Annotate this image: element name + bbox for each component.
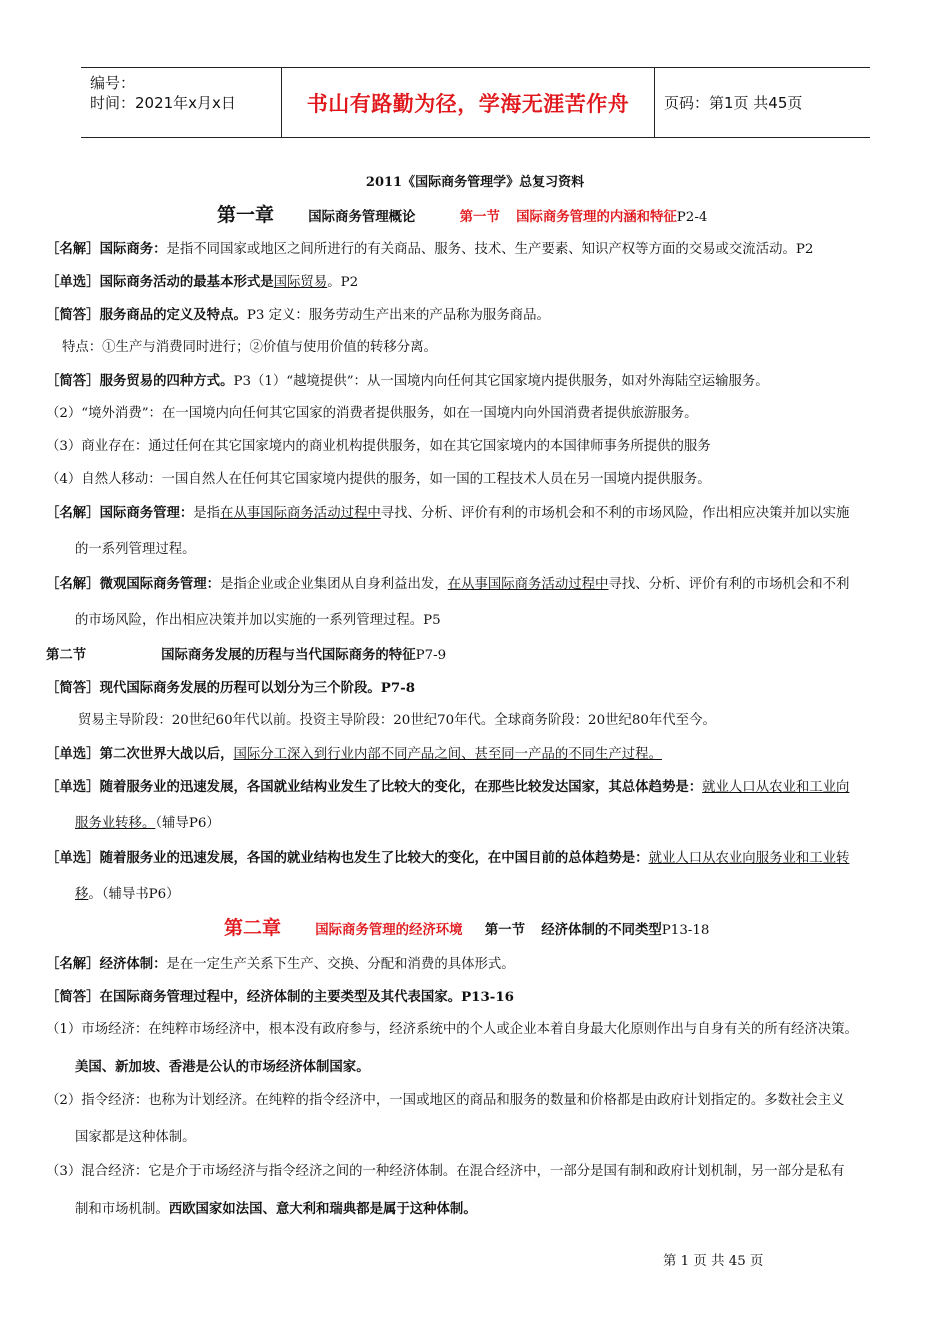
entry-line: （2）指令经济：也称为计划经济。在纯粹的指令经济中，一国或地区的商品和服务的数量和价格都是由政府计划指定的。多数社会主义 <box>46 1093 845 1108</box>
question: 在国际商务管理过程中，经济体制的主要类型及其代表国家。P13-16 <box>99 989 515 1005</box>
entry-line: 特点：①生产与消费同时进行；②价值与使用价值的转移分离。 <box>62 340 437 355</box>
header-info-cell <box>81 68 282 137</box>
entry-line: 国家都是这种体制。 <box>75 1130 196 1145</box>
entry-line: 贸易主导阶段：20世纪60年代以前。投资主导阶段：20世纪70年代。全球商务阶段：20世纪80年代至今。 <box>78 713 716 728</box>
section-2-name: 国际商务发展的历程与当代国际商务的特征 <box>161 647 416 663</box>
text: 制和市场机制。 <box>75 1202 169 1217</box>
entry-line: （2）“境外消费”：在一国境内向任何其它国家的消费者提供服务，如在一国境内向外国消费者提供旅游服务。 <box>46 406 698 421</box>
tag: ［单选］ <box>46 779 100 795</box>
tag: ［名解］ <box>46 241 100 257</box>
entry-line <box>75 886 180 904</box>
answer: 就业人口从农业和工业向 <box>702 780 850 795</box>
text: P3 定义：服务劳动生产出来的产品称为服务商品。 <box>246 308 550 323</box>
entry-line: （3）商业存在：通过任何在其它国家境内的商业机构提供服务，如在其它国家境内的本国律师事务所提供的服务 <box>46 439 711 454</box>
text: P3（1）“越境提供”：从一国境内向任何其它国家境内提供服务，如对外海陆空运输服务。 <box>233 374 769 389</box>
chapter-2-heading <box>224 917 709 942</box>
entry-line: （1）市场经济：在纯粹市场经济中，根本没有政府参与，经济系统中的个人或企业本着自身最大化原则作出与自身有关的所有经济决策。 <box>46 1022 858 1037</box>
question: 服务贸易的四种方式。 <box>99 373 234 389</box>
answer: 服务业转移。 <box>75 816 156 831</box>
answer: 就业人口从农业向服务业和工业转 <box>648 851 850 866</box>
text: 。P2 <box>327 275 359 290</box>
tag: ［简答］ <box>46 373 100 389</box>
time-label: 时间：2021年x月x日 <box>90 94 236 112</box>
section-1-name: 国际商务管理的内涵和特征 <box>516 209 677 225</box>
chapter-1-name: 国际商务管理概论 <box>308 209 416 225</box>
section-1-pages: P2-4 <box>676 210 708 225</box>
tag: ［简答］ <box>46 307 100 323</box>
chapter-1-label: 第一章 <box>217 204 275 226</box>
underlined-text: 在从事国际商务活动过程中 <box>220 506 381 521</box>
question: 服务商品的定义及特点。 <box>99 307 247 323</box>
tag: ［简答］ <box>46 680 100 696</box>
answer: 国际贸易 <box>273 275 328 290</box>
text: 。（辅导书P6） <box>88 887 180 902</box>
text: 寻找、分析、评价有利的市场机会和不利的市场风险，作出相应决策并加以实施 <box>380 506 850 521</box>
chapter-2-label: 第二章 <box>224 917 282 939</box>
entry-line: 的一系列管理过程。 <box>75 542 196 557</box>
tag: ［单选］ <box>46 274 100 290</box>
text: 是指不同国家或地区之间所进行的有关商品、服务、技术、生产要素、知识产权等方面的交易或交流活动。P2 <box>166 242 814 257</box>
section-2-pages: P7-9 <box>415 648 447 663</box>
entry-line <box>46 306 550 325</box>
text: 是在一定生产关系下生产、交换、分配和消费的具体形式。 <box>166 957 515 972</box>
doc-title: 2011《国际商务管理学》总复习资料 <box>365 175 585 190</box>
entry-line <box>46 372 769 391</box>
tag: ［名解］ <box>46 505 100 521</box>
entry-line <box>46 849 849 868</box>
section-2-heading <box>46 646 446 665</box>
header-motto-cell <box>282 68 655 137</box>
answer: 国际分工深入到行业内部不同产品之间、甚至同一产品的不同生产过程。 <box>233 747 662 762</box>
question: 现代国际商务发展的历程可以划分为三个阶段。P7-8 <box>99 680 416 696</box>
question: 随着服务业的迅速发展，各国的就业结构也发生了比较大的变化，在中国目前的总体趋势是： <box>99 850 649 866</box>
entry-line <box>46 988 514 1007</box>
tag: ［简答］ <box>46 989 100 1005</box>
section-name: 经济体制的不同类型 <box>541 922 662 938</box>
entry-line <box>46 778 849 797</box>
section-2-label: 第二节 <box>46 647 87 663</box>
entry-line <box>46 745 662 764</box>
term: 经济体制： <box>99 956 167 972</box>
header-table <box>81 67 870 138</box>
entry-line <box>46 240 813 259</box>
text: 寻找、分析、评价有利的市场机会和不利 <box>608 577 850 592</box>
section-1-label: 第一节 <box>459 209 500 225</box>
term: 微观国际商务管理： <box>99 576 221 592</box>
tag: ［名解］ <box>46 956 100 972</box>
entry-line <box>46 575 849 594</box>
header-page-cell <box>655 68 870 137</box>
entry-line: 美国、新加坡、香港是公认的市场经济体制国家。 <box>75 1059 370 1075</box>
underlined-text: 在从事国际商务活动过程中 <box>447 577 609 592</box>
entry-line: （3）混合经济：它是介于市场经济与指令经济之间的一种经济体制。在混合经济中，一部分是国有制和政府计划机制，另一部分是私有 <box>46 1164 845 1179</box>
page-footer: 第 1 页 共 45 页 <box>663 1254 764 1269</box>
entry-line <box>46 955 515 974</box>
tag: ［名解］ <box>46 576 100 592</box>
section-pages: P13-18 <box>661 923 710 938</box>
chapter-2-name: 国际商务管理的经济环境 <box>315 922 463 938</box>
entry-line <box>46 679 415 698</box>
term: 国际商务管理： <box>99 505 194 521</box>
question: 随着服务业的迅速发展，各国就业结构业发生了比较大的变化，在那些比较发达国家，其总体趋势是： <box>99 779 703 795</box>
number-label: 编号： <box>90 74 136 92</box>
term: 国际商务： <box>99 241 167 257</box>
motto: 书山有路勤为径，学海无涯苦作舟 <box>306 91 630 116</box>
entry-line <box>75 1200 477 1219</box>
text: （辅导P6） <box>155 816 220 831</box>
entry-line: 的市场风险，作出相应决策并加以实施的一系列管理过程。P5 <box>75 613 441 628</box>
entry-line <box>75 815 220 833</box>
entry-line <box>46 504 849 523</box>
answer: 移 <box>75 887 89 902</box>
tag: ［单选］ <box>46 746 100 762</box>
section-label: 第一节 <box>484 922 526 938</box>
question: 国际商务活动的最基本形式是 <box>99 274 274 290</box>
question: 第二次世界大战以后， <box>99 746 234 762</box>
entry-line <box>46 273 358 292</box>
tag: ［单选］ <box>46 850 100 866</box>
page-label: 页码：第1页 共45页 <box>664 94 803 112</box>
text: 是指 <box>193 506 221 521</box>
text: 是指企业或企业集团从自身利益出发， <box>220 577 448 592</box>
bold-text: 西欧国家如法国、意大利和瑞典都是属于这种体制。 <box>168 1201 477 1217</box>
entry-line: （4）自然人移动：一国自然人在任何其它国家境内提供的服务，如一国的工程技术人员在另一国境内提供服务。 <box>46 472 711 487</box>
chapter-1-heading <box>217 204 707 229</box>
